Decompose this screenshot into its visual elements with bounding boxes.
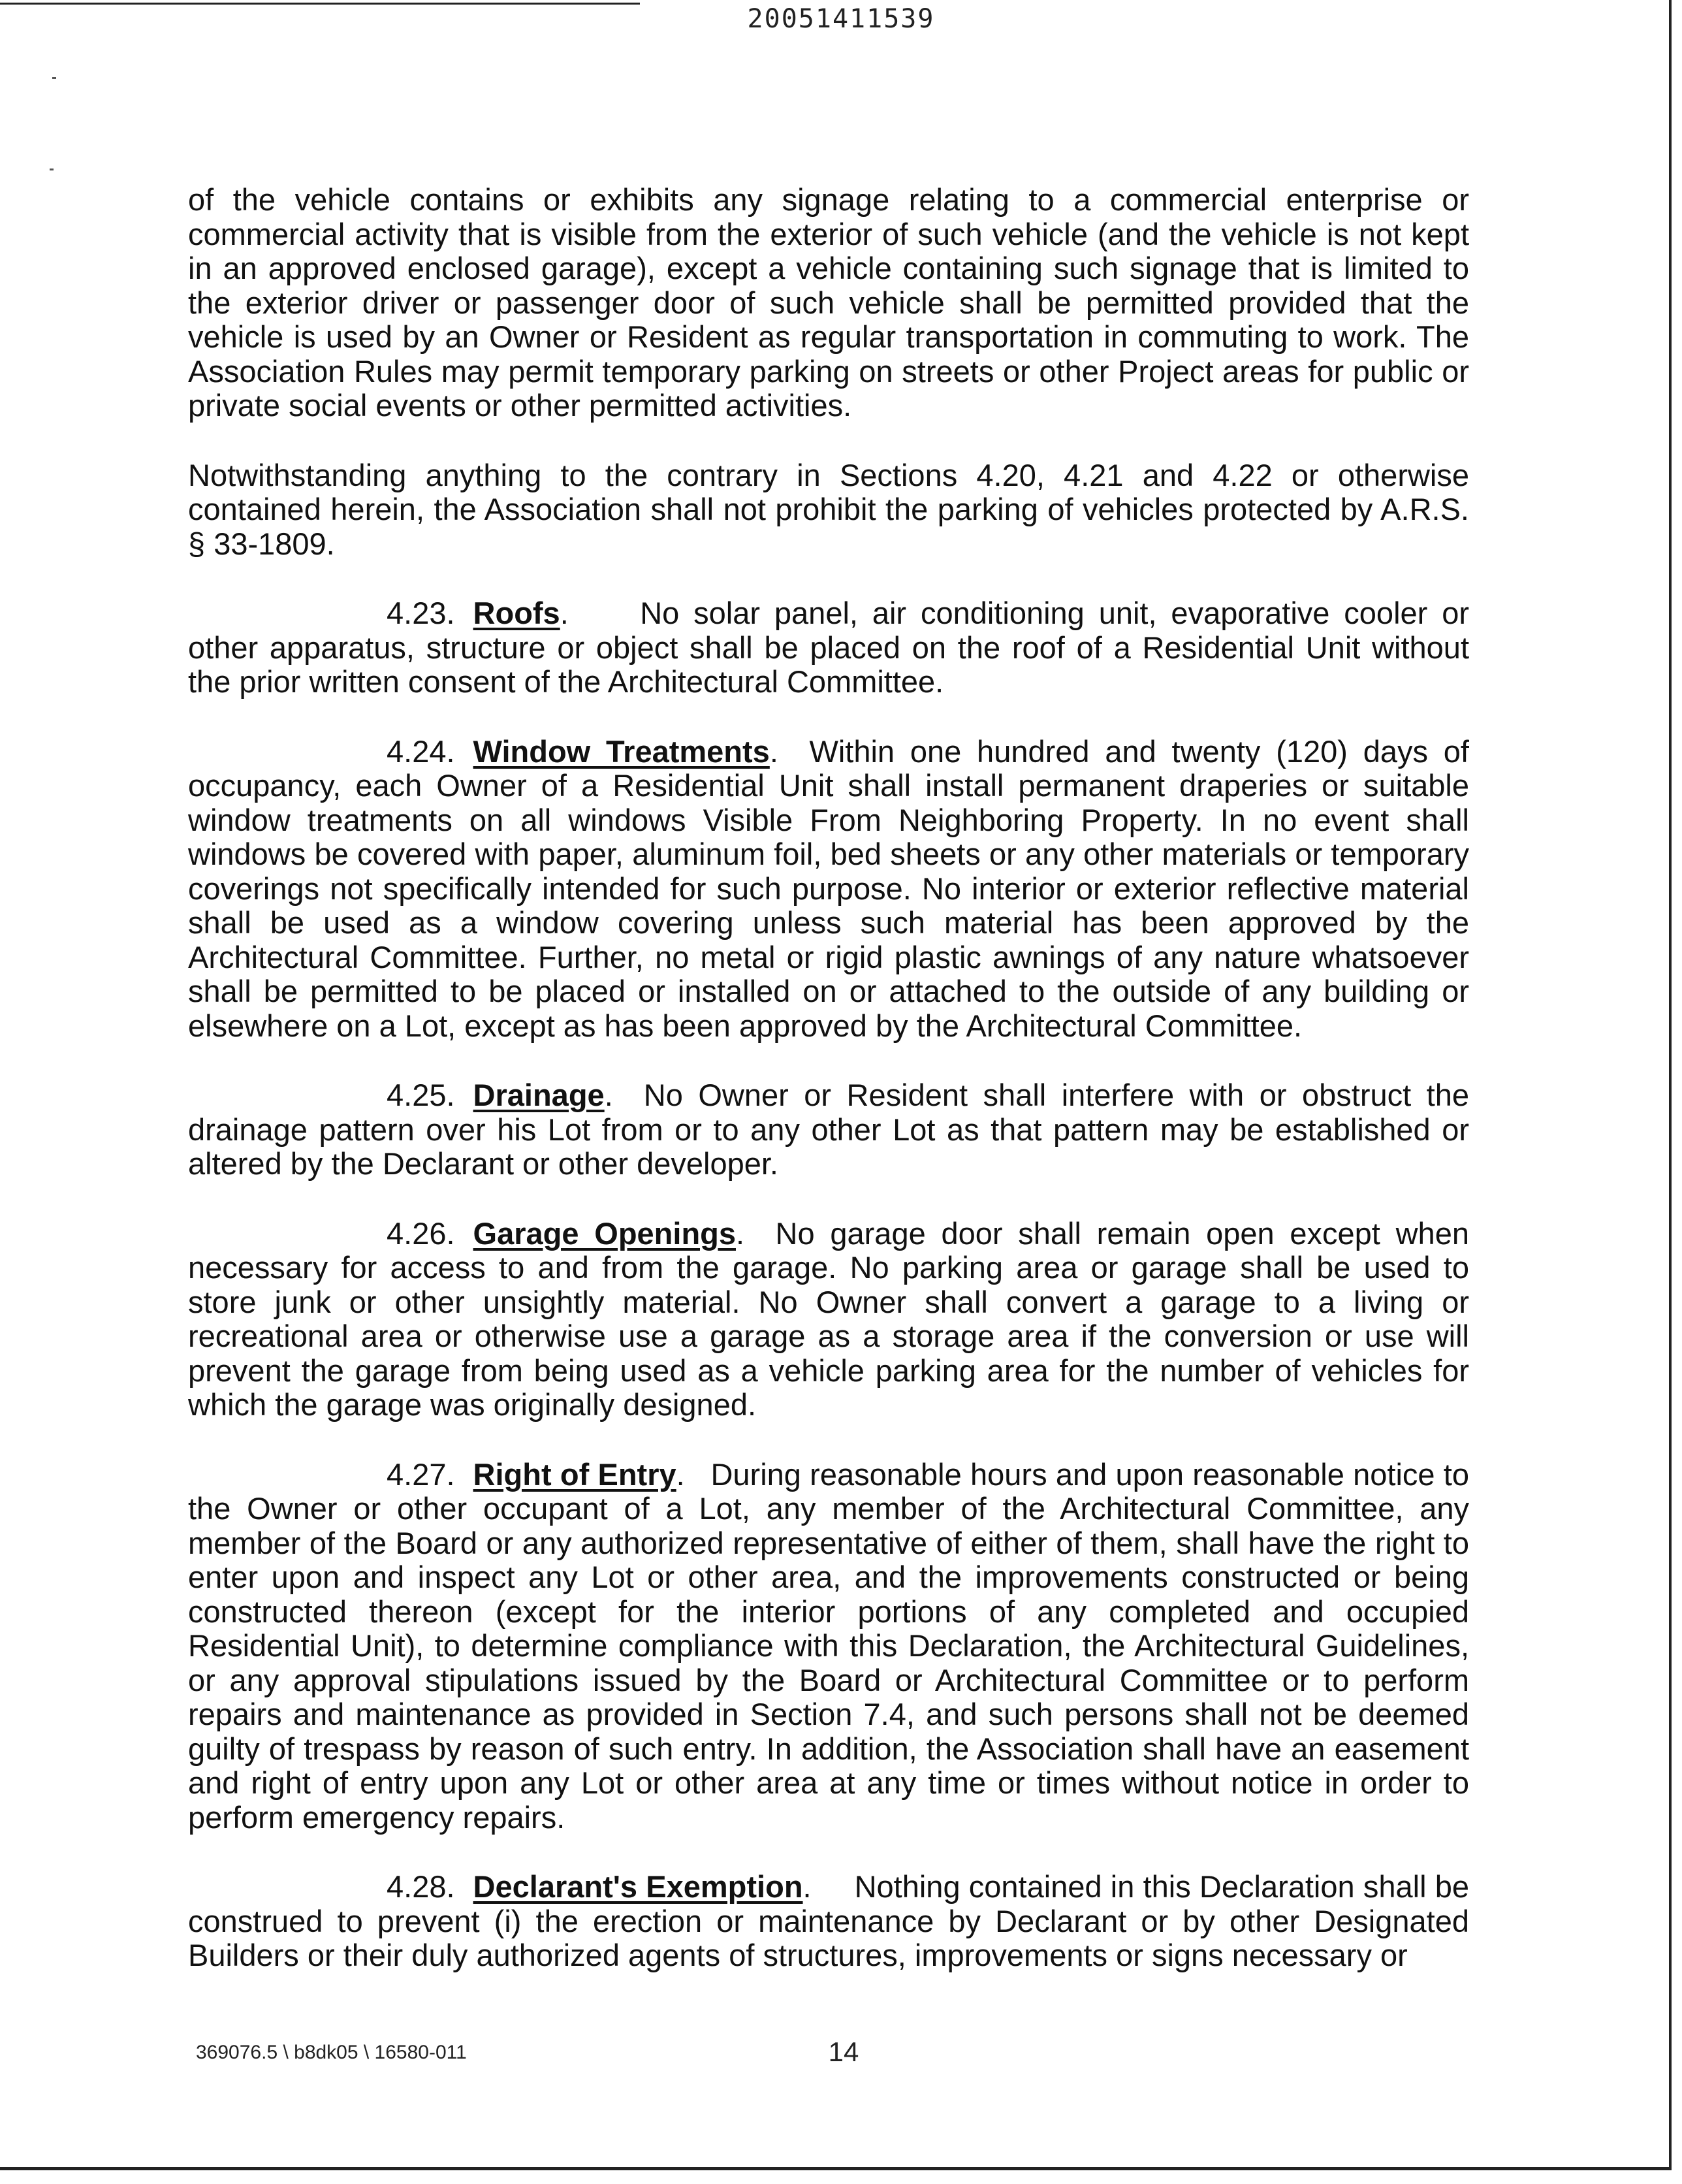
section-number: 4.23. [387, 596, 455, 630]
section-heading: Drainage [473, 1078, 605, 1112]
section-heading: Roofs [473, 596, 560, 630]
section-body: During reasonable hours and upon reasonable notice to the Owner or other occupant of a Lot, any member of the Architectural Committee, any member of the Board or any authorized representative of either of them, shall have the right to enter upon and inspect any Lot or other area, and the improvements constructed or being constructed thereon (except for the interior portions of any completed and occupied Residential Unit), to determine compliance with this Declaration, the Architectural Guidelines, or any approval stipulations issued by the Board or Architectural Committee or to perform repairs and maintenance as provided in Section 7.4, and such persons shall not be deemed guilty of trespass by reason of such entry. In addition, the Association shall have an easement and right of entry upon any Lot or other area at any time or times without notice in order to perform emergency repairs. [188, 1456, 1470, 1835]
section-number: 4.24. [387, 733, 455, 769]
scan-speck [52, 77, 56, 79]
section-4-25: 4.25. Drainage. No Owner or Resident shall interfere with or obstruct the drainage pattern over his Lot from or to any other Lot as that pattern may be established or altered by the Declarant or other developer. [188, 1078, 1469, 1181]
footer-document-id: 369076.5 \ b8dk05 \ 16580-011 [196, 2042, 467, 2063]
section-heading: Window Treatments [473, 733, 770, 769]
section-number: 4.25. [387, 1078, 455, 1112]
section-4-23: 4.23. Roofs. No solar panel, air conditioning unit, evaporative cooler or other apparatus, structure or object shall be placed on the roof of a Residential Unit without the prior written consent of the Architectural Committee. [188, 596, 1469, 699]
paragraph-notwithstanding: Notwithstanding anything to the contrary in Sections 4.20, 4.21 and 4.22 or otherwise contained herein, the Association shall not prohibit the parking of vehicles protected by A.R.S. § 33-1809. [188, 457, 1469, 561]
right-border-rule [1669, 0, 1672, 2168]
section-number: 4.26. [387, 1215, 455, 1251]
section-4-26: 4.26. Garage Openings. No garage door shall remain open except when necessary for access to and from the garage. No parking area or garage shall be used to store junk or other unsightly material. No Owner shall convert a garage to a living or recreational area or otherwise use a garage as a storage area if the conversion or use will prevent the garage from being used as a vehicle parking area for the number of vehicles for which the garage was originally designed. [188, 1215, 1469, 1422]
section-4-28: 4.28. Declarant's Exemption. Nothing contained in this Declaration shall be construed to prevent (i) the erection or maintenance by Declarant or by other Designated Builders or their duly authorized agents of structures, improvements or signs necessary or [188, 1869, 1469, 1972]
section-4-24: 4.24. Window Treatments. Within one hundred and twenty (120) days of occupancy, each Owner of a Residential Unit shall install permanent draperies or suitable window treatments on all windows Visible From Neighboring Property. In no event shall windows be covered with paper, aluminum foil, bed sheets or any other materials or temporary coverings not specifically intended for such purpose. No interior or exterior reflective material shall be used as a window covering unless such material has been approved by the Architectural Committee. Further, no metal or rigid plastic awnings of any nature whatsoever shall be permitted to be placed or installed on or attached to the outside of any building or elsewhere on a Lot, except as has been approved by the Architectural Committee. [188, 733, 1469, 1043]
section-heading: Garage Openings [473, 1215, 736, 1251]
scan-speck [50, 169, 54, 170]
section-heading: Declarant's Exemption [473, 1869, 803, 1904]
section-body: No garage door shall remain open except when necessary for access to and from the garage. No parking area or garage shall be used to store junk or other unsightly material. No Owner shall convert a garage to a living or recreational area or otherwise use a garage as a storage area if the conversion or use will prevent the garage from being used as a vehicle parking area for the number of vehicles for which the garage was originally designed. [188, 1215, 1469, 1422]
section-body: No solar panel, air conditioning unit, evaporative cooler or other apparatus, structure or object shall be placed on the roof of a Residential Unit without the prior written consent of the Architectural Committee. [188, 596, 1469, 699]
paragraph-continuation: of the vehicle contains or exhibits any signage relating to a commercial enterprise or commercial activity that is visible from the exterior of such vehicle (and the vehicle is not kept in an approved enclosed garage), except a vehicle containing such signage that is limited to the exterior driver or passenger door of such vehicle shall be permitted provided that the vehicle is used by an Owner or Resident as regular transportation in commuting to work. The Association Rules may permit temporary parking on streets or other Project areas for public or private social events or other permitted activities. [188, 182, 1469, 423]
bottom-border-rule [0, 2167, 1672, 2170]
section-body: Within one hundred and twenty (120) days of occupancy, each Owner of a Residential Unit shall install permanent draperies or suitable window treatments on all windows Visible From Neighboring Property. In no event shall windows be covered with paper, aluminum foil, bed sheets or any other materials or temporary coverings not specifically intended for such purpose. No interior or exterior reflective material shall be used as a window covering unless such material has been approved by the Architectural Committee. Further, no metal or rigid plastic awnings of any nature whatsoever shall be permitted to be placed or installed on or attached to the outside of any building or elsewhere on a Lot, except as has been approved by the Architectural Committee. [188, 733, 1469, 1043]
section-number: 4.28. [387, 1869, 455, 1904]
section-heading: Right of Entry [473, 1456, 676, 1492]
section-number: 4.27. [387, 1456, 455, 1492]
section-body: No Owner or Resident shall interfere with or obstruct the drainage pattern over his Lot from or to any other Lot as that pattern may be established or altered by the Declarant or other developer. [188, 1078, 1469, 1181]
page-number: 14 [828, 2036, 859, 2067]
section-4-27: 4.27. Right of Entry. During reasonable hours and upon reasonable notice to the Owner or other occupant of a Lot, any member of the Architectural Committee, any member of the Board or any authorized representative of either of them, shall have the right to enter upon and inspect any Lot or other area, and the improvements constructed or being constructed thereon (except for the interior portions of any completed and occupied Residential Unit), to determine compliance with this Declaration, the Architectural Guidelines, or any approval stipulations issued by the Board or Architectural Committee or to perform repairs and maintenance as provided in Section 7.4, and such persons shall not be deemed guilty of trespass by reason of such entry. In addition, the Association shall have an easement and right of entry upon any Lot or other area at any time or times without notice in order to perform emergency repairs. [188, 1456, 1470, 1835]
section-body: Nothing contained in this Declaration shall be construed to prevent (i) the erection or maintenance by Declarant or by other Designated Builders or their duly authorized agents of structures, improvements or signs necessary or [188, 1869, 1469, 1972]
document-body [188, 183, 1469, 2008]
document-number-stamp: 20051411539 [747, 4, 935, 34]
